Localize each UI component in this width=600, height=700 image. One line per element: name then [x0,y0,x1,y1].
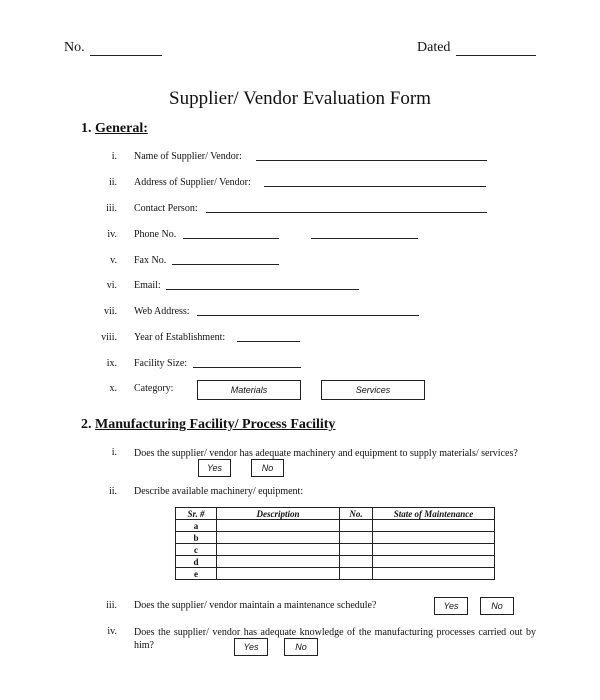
describe-equipment-label: Describe available machinery/ equipment: [134,486,304,497]
col-state-of-maintenance: State of Maintenance [373,508,495,520]
maintenance-no-option[interactable]: No [480,597,514,615]
phone-field-2[interactable] [311,238,418,239]
email-label: Email: [134,280,161,291]
description-cell[interactable] [217,556,340,568]
item-number: ix. [106,358,117,369]
date-input-line[interactable] [456,55,536,56]
dated-label: Dated [417,40,451,55]
number-cell[interactable] [340,520,373,532]
process-knowledge-no-option[interactable]: No [284,638,318,656]
number-cell[interactable] [340,556,373,568]
maintenance-schedule-question: Does the supplier/ vendor maintain a maintenance schedule? [134,600,377,611]
description-cell[interactable] [217,568,340,580]
number-cell[interactable] [340,568,373,580]
number-label: No. [64,40,85,55]
row-label: c [176,544,217,556]
year-established-field[interactable] [237,341,300,342]
section-1-heading [81,121,148,137]
table-header-row [176,508,495,520]
col-description: Description [217,508,340,520]
state-cell[interactable] [373,532,495,544]
category-label: Category: [134,383,174,394]
supplier-address-label: Address of Supplier/ Vendor: [134,177,251,188]
col-number: No. [340,508,373,520]
number-cell[interactable] [340,544,373,556]
table-row [176,532,495,544]
fax-label: Fax No. [134,255,167,266]
machinery-yes-option[interactable]: Yes [198,459,231,477]
description-cell[interactable] [217,544,340,556]
section-2-title: Manufacturing Facility/ Process Facility [95,417,336,432]
facility-size-field[interactable] [193,367,301,368]
item-number: x. [109,383,117,394]
number-input-line[interactable] [90,55,162,56]
year-established-label: Year of Establishment: [134,332,226,343]
item-number: v. [110,255,117,266]
supplier-address-field[interactable] [264,186,486,187]
item-number: iii. [106,600,117,611]
item-number: vii. [103,306,117,317]
item-number: iv. [107,229,117,240]
item-number: i. [111,447,117,458]
description-cell[interactable] [217,532,340,544]
web-address-field[interactable] [197,315,419,316]
table-row [176,544,495,556]
supplier-name-label: Name of Supplier/ Vendor: [134,151,242,162]
process-knowledge-question: Does the supplier/ vendor has adequate knowledge of the manufacturing processes carried out by him? [134,627,536,651]
table-row [176,520,495,532]
state-cell[interactable] [373,544,495,556]
machinery-no-option[interactable]: No [251,459,284,477]
machinery-question: Does the supplier/ vendor has adequate machinery and equipment to supply materials/ services? [134,448,518,459]
facility-size-label: Facility Size: [134,358,188,369]
section-1-title: General: [95,121,148,136]
maintenance-yes-option[interactable]: Yes [434,597,468,615]
row-label: a [176,520,217,532]
web-address-label: Web Address: [134,306,190,317]
section-2-number: 2. [81,417,92,432]
item-number: i. [111,151,117,162]
section-1-number: 1. [81,121,92,136]
state-cell[interactable] [373,568,495,580]
contact-person-label: Contact Person: [134,203,198,214]
table-row [176,556,495,568]
contact-person-field[interactable] [206,212,487,213]
section-2-heading [81,417,335,433]
phone-field-1[interactable] [183,238,279,239]
category-materials-option[interactable]: Materials [197,380,301,400]
equipment-table [175,507,495,580]
table-row [176,568,495,580]
process-knowledge-yes-option[interactable]: Yes [234,638,268,656]
fax-field[interactable] [172,264,279,265]
row-label: b [176,532,217,544]
row-label: e [176,568,217,580]
number-cell[interactable] [340,532,373,544]
item-number: ii. [108,177,117,188]
row-label: d [176,556,217,568]
phone-label: Phone No. [134,229,177,240]
category-services-option[interactable]: Services [321,380,425,400]
col-sr: Sr. # [176,508,217,520]
state-cell[interactable] [373,520,495,532]
state-cell[interactable] [373,556,495,568]
item-number: iii. [106,203,117,214]
email-field[interactable] [166,289,359,290]
item-number: ii. [108,486,117,497]
item-number: viii. [101,332,117,343]
item-number: iv. [107,626,117,637]
form-title: Supplier/ Vendor Evaluation Form [169,88,431,109]
description-cell[interactable] [217,520,340,532]
supplier-name-field[interactable] [256,160,487,161]
item-number: vi. [106,280,117,291]
